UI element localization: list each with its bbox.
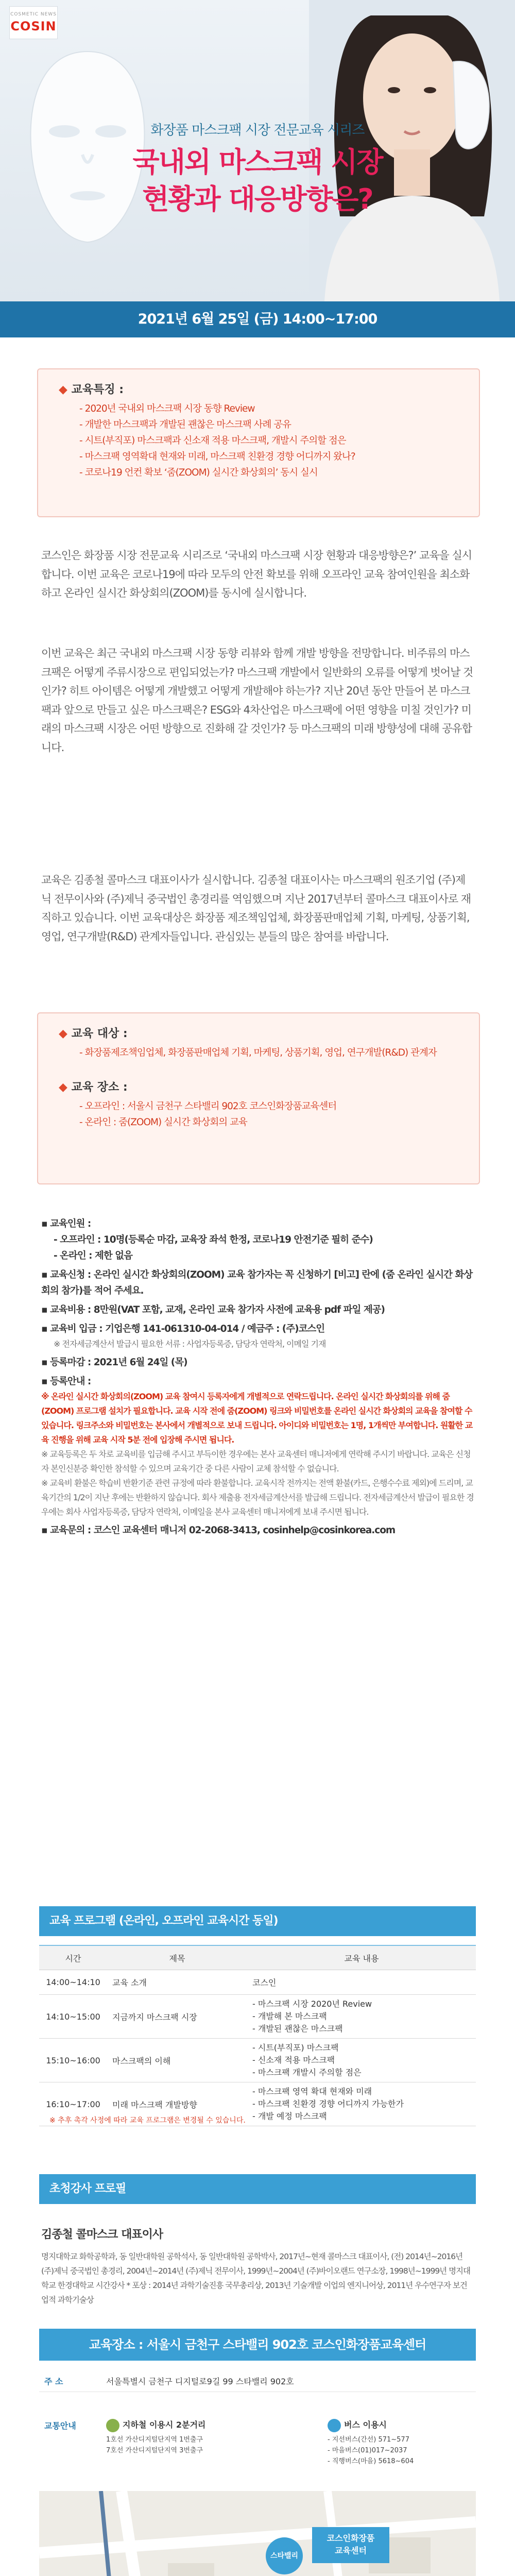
features-header: 교육특징 : xyxy=(71,383,124,396)
table-row xyxy=(39,1970,476,1995)
feature-item: - 시트(부직포) 마스크팩과 신소재 적용 마스크팩, 개발시 주의할 점은 xyxy=(79,433,458,449)
features-list xyxy=(59,401,458,481)
intro-paragraph-1: 코스인은 화장품 시장 전문교육 시리즈로 ‘국내외 마스크팩 시장 현황과 대응방향은?’ 교육을 실시합니다. 이번 교육은 코로나19에 따라 모두의 안전 확보를 위해 오프라인 교육 참여인원을 최소화하고 온라인 실시간 화상회의(ZOOM)를 동시에 실시합니다. xyxy=(41,549,472,599)
map-venue-label-2: 교육센터 xyxy=(335,2546,367,2555)
row-content: - 개발해 본 마스크팩 xyxy=(252,2011,327,2021)
table-header-row xyxy=(39,1945,476,1970)
subway-line: 1호선 가산디지털단지역 1번출구 xyxy=(106,2435,203,2444)
event-date-bar: 2021년 6월 25일 (금) 14:00~17:00 xyxy=(0,301,515,337)
feature-item: - 마스크팩 영역확대 현재와 미래, 마스크팩 친환경 경향 어디까지 왔나? xyxy=(79,449,458,465)
target-item: - 화장품제조책임업체, 화장품판매업체 기획, 마케팅, 상품기획, 영업, 연구개발(R&D) 관계자 xyxy=(79,1045,458,1061)
account-label: 교육비 입금 : xyxy=(49,1324,102,1334)
notice-zoom: ※ 온라인 실시간 화상회의(ZOOM) 교육 참여시 등록자에게 개별적으로 연락드립니다. 온라인 실시간 화상회의를 위해 줌(ZOOM) 프로그램 설치가 필요합니다. 교육 시작 전에 줌(ZOOM) 링크와 비밀번호를 온라인 실시간 화상회의 교육을 참여할 수 있습니다. 링크주소와 비밀번호는 본사에서 개별적으로 보내 드립니다. 아이디와 비밀번호는 1명, 1개씩만 부여합니다. 원활한 교육 진행을 위해 교육 시작 5분 전에 입장해 주시면 됩니다. xyxy=(41,1392,473,1445)
traffic-label: 교통안내 xyxy=(44,2421,76,2431)
row-time: 14:00~14:10 xyxy=(39,1970,107,1995)
feature-item: - 코로나19 언컨 확보 ‘줌(ZOOM) 실시간 화상회의’ 동시 실시 xyxy=(79,465,458,481)
features-box xyxy=(37,368,480,517)
target-list xyxy=(59,1045,458,1061)
fee-text: 8만원(VAT 포함, 교재, 온라인 교육 참가자 사전에 교육용 pdf 파일 제공) xyxy=(93,1304,385,1315)
address-table xyxy=(39,2370,476,2392)
bullet-icon: ◆ xyxy=(59,383,72,396)
place-item: - 오프라인 : 서울시 금천구 스타밸리 902호 코스인화장품교육센터 xyxy=(79,1098,458,1114)
program-table xyxy=(39,1945,476,2126)
hero-title-line2: 현황과 대응방향은? xyxy=(142,183,373,215)
subway-info xyxy=(106,2418,271,2456)
row-time: 15:10~16:00 xyxy=(39,2039,107,2082)
row-content: - 마스크팩 친환경 경향 어디까지 가능한가 xyxy=(252,2099,404,2109)
row-content: - 마스크팩 시장 2020년 Review xyxy=(252,1999,372,2009)
notice-registration: ※ 교육등록은 두 차로 교육비를 입금해 주시고 부득이한 경우에는 본사 교육센터 매니저에게 연락해 주시기 바랍니다. 교육은 신청자 본인신분증 확인한 참석할 수 있으며 교육기간 중 다른 사람이 교체 참석할 수 없습니다. xyxy=(41,1449,471,1473)
row-title: 마스크팩의 이해 xyxy=(107,2039,247,2082)
logo-caption: COSMETIC NEWS xyxy=(10,12,57,17)
personnel-offline: 오프라인 : 10명(등록순 마감, 교육장 좌석 한정, 코로나19 안전기준 필히 준수) xyxy=(60,1234,373,1245)
cosin-logo xyxy=(9,6,58,39)
col-time: 시간 xyxy=(39,1945,107,1970)
apply-text: 온라인 실시간 화상회의(ZOOM) 교육 참가자는 꼭 신청하기 [비고] 란에 (줌 온라인 실시간 화상회의 참가)를 적어 주세요. xyxy=(41,1269,473,1296)
subway-title: 지하철 이용시 2분거리 xyxy=(123,2420,206,2430)
target-box xyxy=(37,1012,480,1184)
hero-banner xyxy=(0,0,515,301)
program-note: ※ 추후 촉각 사정에 따라 교육 프로그램은 변경될 수 있습니다. xyxy=(49,2116,246,2125)
bus-info xyxy=(328,2418,477,2467)
row-content: - 시트(부직포) 마스크팩 xyxy=(252,2043,339,2053)
course-info: ▪ 교육인원 : - 오프라인 : 10명(등록순 마감, 교육장 좌석 한정, 코로나19 안전기준 필히 준수) - 온라인 : 제한 없음 ▪ 교육신청 : 온라인 실시간 화상회의(ZOOM) 교육 참가자는 꼭 신청하기 [비고] 란에 (줌 온라인 실시간 화상회의 참가)를 적어 주세요. ▪ 교육비용 : 8만원(VAT 포함, 교재, 온라인 교육 참가자 사전에 교육용 pdf 파일 제공) ▪ 교육비 입금 : 기업은행 141-061310-04-014 / 예금주 : (주)코스인 ※ 전자세금계산서 발급시 필요한 서류 : 사업자등록증, 담당자 연락처, 이메일 기재 ▪ 등록마감 : 2021년 6월 24일 (목) ▪ 등록안내 : ※ 온라인 실시간 화상회의(ZOOM) 교육 참여시 등록자에게 개별적으로 연락드립니다. 온라인 실시간 화상회의를 위해 줌(ZOOM) 프로그램 설치가 필요합니다. 교육 시작 전에 줌(ZOOM) 링크와 비밀번호를 온라인 실시간 화상회의 교육을 참여할 수 있습니다. 링크주소와 비밀번호는 본사에서 개별적으로 보내 드립니다. 아이디와 비밀번호는 1명, 1개씩만 부여합니다. 원활한 교육 진행을 위해 교육 시작 5분 전에 입장해 주시면 됩니다. ※ 교육등록은 두 차로 교육비를 입금해 주시고 부득이한 경우에는 본사 교육센터 매니저에게 연락해 주시기 바랍니다. 교육은 신청자 본인신분증 확인한 참석할 수 있으며 교육기간 중 다른 사람이 교체 참석할 수 없습니다. ※ 교육비 환불은 학습비 반환기준 관련 규정에 따라 환불합니다. 교육시작 전까지는 전액 환불(카드, 은행수수료 제외)에 드리며, 교육기간의 1/2이 지난 후에는 반환하지 않습니다. 회사 제출용 전자세금계산서를 발급해 드립니다. 전자세금계산서 발급이 필요한 경우에는 회사 사업자등록증, 담당자 연락처, 이메일을 본사 교육센터 매니저에게 보내 주시면 됩니다. ▪ 교육문의 : 코스인 교육센터 매니저 02-2068-3413, cosinhelp@cosinkorea.com xyxy=(41,1218,474,1536)
program-header: 교육 프로그램 (온라인, 오프라인 교육시간 동일) xyxy=(39,1906,476,1936)
bus-line: - 마을버스(01)017~2037 xyxy=(328,2446,407,2454)
deadline-label: 등록마감 : xyxy=(49,1357,91,1368)
row-title: 미래 마스크팩 개발방향 xyxy=(107,2082,247,2126)
account-text: 기업은행 141-061310-04-014 / 예금주 : (주)코스인 xyxy=(105,1324,325,1334)
row-title: 교육 소개 xyxy=(107,1970,247,1995)
col-title: 제목 xyxy=(107,1945,247,1970)
subway-line: 7호선 가산디지털단지역 3번출구 xyxy=(106,2446,203,2454)
personnel-label: 교육인원 : xyxy=(49,1218,91,1229)
table-row xyxy=(39,1995,476,2039)
instructor-header: 초청강사 프로필 xyxy=(39,2174,476,2204)
address-row xyxy=(39,2370,476,2392)
place-item: - 온라인 : 줌(ZOOM) 실시간 화상회의 교육 xyxy=(79,1114,458,1130)
row-content: - 신소재 적용 마스크팩 xyxy=(252,2055,335,2065)
notice-label: 등록안내 : xyxy=(49,1376,91,1387)
venue-header: 교육장소 : 서울시 금천구 스타밸리 902호 코스인화장품교육센터 xyxy=(39,2329,476,2361)
map-venue-label-1: 코스인화장품 xyxy=(327,2533,375,2543)
place-list xyxy=(59,1098,458,1130)
intro-paragraph-2: 이번 교육은 최근 국내외 마스크팩 시장 동향 리뷰와 함께 개발 방향을 전망합니다. 비주류의 마스크팩은 어떻게 주류시장으로 편입되었는가? 마스크팩 개발에서 일반화의 오류를 어떻게 벗어날 것인가? 히트 아이템은 어떻게 개발했고 어떻게 개발해야 하는가? 지난 20년 동안 만들어 본 마스크팩과 앞으로 만들고 싶은 마스크팩은? ESG와 4차산업은 마스크팩에 어떤 영향을 미칠 것인가? 미래의 마스크팩 시장은 어떤 방향으로 진화해 갈 것인가? 등 마스크팩의 미래 방향성에 대해 공유합니다. xyxy=(41,647,473,754)
personnel-online: 온라인 : 제한 없음 xyxy=(60,1250,132,1261)
traffic-info xyxy=(39,2416,476,2483)
row-content: - 마스크팩 개발시 주의할 점은 xyxy=(252,2067,362,2077)
map-venue-label xyxy=(312,2527,389,2563)
instructor-name: 김종철 콜마스크 대표이사 xyxy=(41,2228,163,2241)
location-map[interactable] xyxy=(39,2491,476,2576)
map-marker-starvalley: 스타밸리 xyxy=(266,2537,303,2574)
address-value: 서울특별시 금천구 디지털로9길 99 스타밸리 902호 xyxy=(106,2377,294,2386)
row-content: 코스인 xyxy=(247,1970,476,1995)
row-content: - 마스크팩 영역 확대 현재와 미래 xyxy=(252,2087,372,2096)
intro-paragraph-3: 교육은 김종철 콜마스크 대표이사가 실시합니다. 김종철 대표이사는 마스크팩의 원조기업 (주)제닉 전무이사와 (주)제닉 중국법인 총경리를 역임했으며 지난 2017년부터 콜마스크 대표이사로 재직하고 있습니다. 이번 교육대상은 화장품 제조책임업체, 화장품판매업체 기획, 마케팅, 상품기획, 영업, 연구개발(R&D) 관계자들입니다. 관심있는 분들의 많은 참여를 바랍니다. xyxy=(41,874,471,943)
col-content: 교육 내용 xyxy=(247,1945,476,1970)
bullet-icon: ◆ xyxy=(59,1081,72,1094)
notice-refund: ※ 교육비 환불은 학습비 반환기준 관련 규정에 따라 환불합니다. 교육시작 전까지는 전액 환불(카드, 은행수수료 제외)에 드리며, 교육기간의 1/2이 지난 후에는 반환하지 않습니다. 회사 제출용 전자세금계산서를 발급해 드립니다. 전자세금계산서 발급이 필요한 경우에는 회사 사업자등록증, 담당자 연락처, 이메일을 본사 교육센터 매니저에게 보내 주시면 됩니다. xyxy=(41,1478,474,1517)
bus-title: 버스 이용시 xyxy=(344,2420,387,2430)
bus-line: - 직행버스(마을) 5618~604 xyxy=(328,2457,414,2465)
logo-text: COSIN xyxy=(10,19,57,33)
hero-subtitle: 화장품 마스크팩 시장 전문교육 시리즈 xyxy=(150,123,365,138)
feature-item: - 2020년 국내외 마스크팩 시장 동향 Review xyxy=(79,401,458,417)
place-header: 교육 장소 : xyxy=(71,1081,128,1094)
feature-item: - 개발한 마스크팩과 개발된 괜찮은 마스크팩 사례 공유 xyxy=(79,417,458,433)
contact-label: 교육문의 : xyxy=(49,1525,91,1536)
bus-line: - 지선버스(간선) 571~577 xyxy=(328,2435,409,2444)
subway-icon xyxy=(106,2419,119,2432)
row-content: - 개발 예정 마스크팩 xyxy=(252,2111,327,2121)
row-title: 지금까지 마스크팩 시장 xyxy=(107,1995,247,2039)
row-time: 16:10~17:00 xyxy=(39,2082,107,2126)
row-content: - 개발된 괜찮은 마스크팩 xyxy=(252,2024,343,2033)
hero-title-line1: 국내외 마스크팩 시장 xyxy=(132,146,383,178)
row-time: 14:10~15:00 xyxy=(39,1995,107,2039)
apply-label: 교육신청 : xyxy=(49,1269,91,1280)
table-row xyxy=(39,2039,476,2082)
address-label: 주 소 xyxy=(44,2377,63,2386)
deadline-text: 2021년 6월 24일 (목) xyxy=(93,1357,187,1368)
target-header: 교육 대상 : xyxy=(71,1027,128,1040)
bus-icon xyxy=(328,2419,341,2432)
map-graphic xyxy=(39,2491,476,2576)
bullet-icon: ◆ xyxy=(59,1027,72,1040)
contact-text: 코스인 교육센터 매니저 02-2068-3413, cosinhelp@cosinkorea.com xyxy=(93,1525,396,1536)
instructor-bio: 명지대학교 화학공학과, 동 일반대학원 공학석사, 동 일반대학원 공학박사, 2017년~현재 콜마스크 대표이사, (전) 2014년~2016년 (주)제닉 중국법인 총경리, 2004년~2014년 (주)제닉 전무이사, 1999년~2004년 (주)바이오랜드 연구소장, 1998년~1999년 명지대학교 한경대학교 시간강사 * 포상 : 2014년 과학기술진흥 국무총리상, 2013년 기술개발 이업의 엔지니어상, 2011년 우수연구자 보건 업적 과학기술상 xyxy=(41,2252,471,2304)
receipt-note: ※ 전자세금계산서 발급시 필요한 서류 : 사업자등록증, 담당자 연락처, 이메일 기재 xyxy=(54,1339,326,1349)
fee-label: 교육비용 : xyxy=(49,1304,91,1315)
